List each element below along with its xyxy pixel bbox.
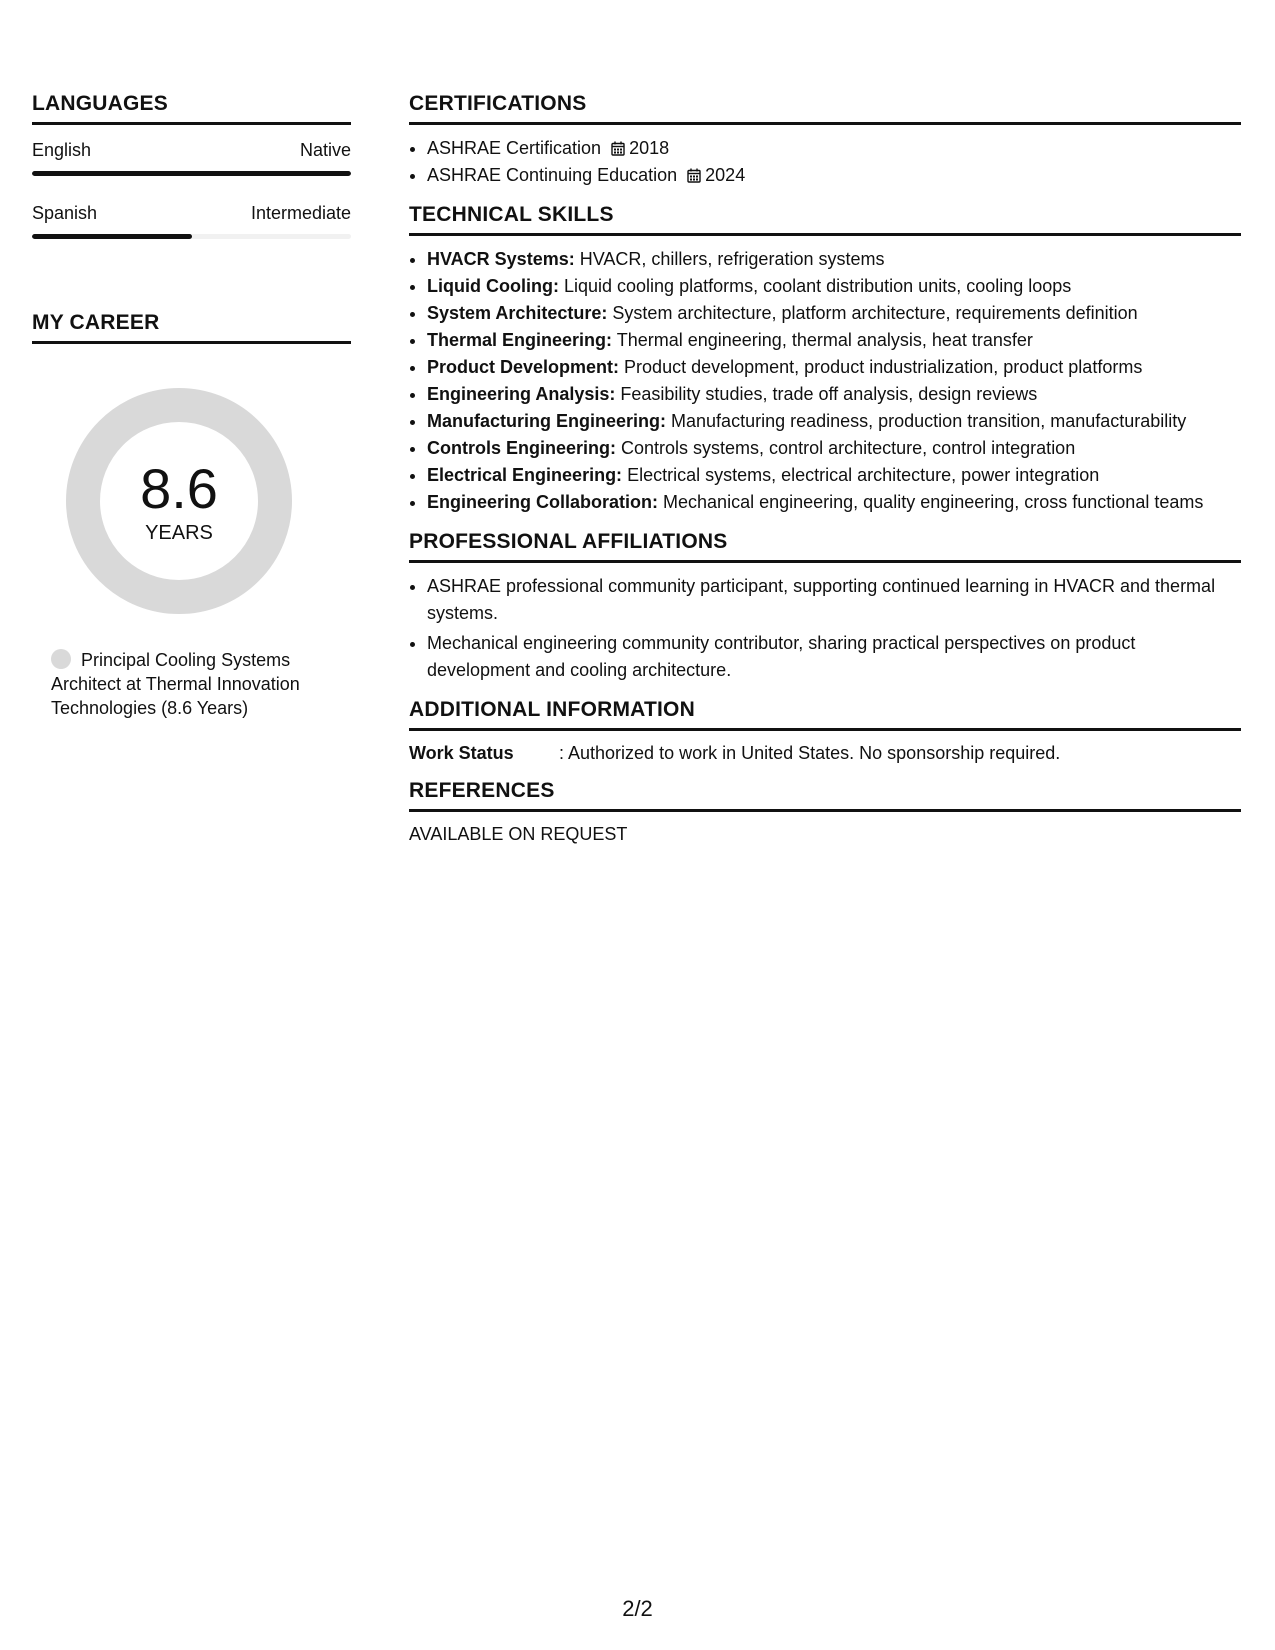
technical-skills-title: TECHNICAL SKILLS (409, 203, 1241, 236)
certification-date (611, 138, 669, 158)
skill-value: HVACR, chillers, refrigeration systems (579, 249, 885, 269)
skill-label: System Architecture: (427, 303, 608, 323)
career-total-unit: YEARS (145, 522, 213, 544)
list-item (427, 381, 1241, 408)
certifications-section (409, 92, 1241, 189)
language-level: Intermediate (250, 203, 351, 223)
language-spanish (32, 202, 351, 239)
list-item (427, 408, 1241, 435)
skill-label: Product Development: (427, 357, 620, 377)
language-proficiency-fill (32, 234, 192, 239)
skill-label: Engineering Analysis: (427, 384, 616, 404)
language-proficiency-fill (32, 171, 351, 176)
list-item (427, 300, 1241, 327)
certification-year: 2024 (705, 165, 746, 185)
work-status-label: Work Status (409, 743, 514, 763)
page-number: 2/2 (622, 1596, 653, 1621)
certification-name: ASHRAE Certification (427, 138, 602, 158)
language-proficiency-bar (32, 171, 351, 176)
language-proficiency-bar (32, 234, 351, 239)
list-item (427, 273, 1241, 300)
certification-date (687, 165, 745, 185)
list-item (427, 354, 1241, 381)
additional-info-title: ADDITIONAL INFORMATION (409, 698, 1241, 731)
language-row (32, 202, 351, 224)
skill-value: Mechanical engineering, quality engineering, cross functional teams (663, 492, 1204, 512)
skill-label: Manufacturing Engineering: (427, 411, 667, 431)
skill-value: Thermal engineering, thermal analysis, heat transfer (616, 330, 1033, 350)
legend-dot (51, 649, 71, 669)
calendar-icon (687, 168, 701, 183)
affiliations-list (409, 573, 1241, 684)
affiliations-title: PROFESSIONAL AFFILIATIONS (409, 530, 1241, 563)
affiliations-section (409, 530, 1241, 684)
references-section (409, 779, 1241, 846)
languages-title: LANGUAGES (32, 92, 351, 125)
skill-label: HVACR Systems: (427, 249, 575, 269)
certification-year: 2018 (629, 138, 670, 158)
language-row (32, 139, 351, 161)
language-name: Spanish (32, 203, 98, 223)
list-item: • ASHRAE professional community participant, supporting continued learning in HVACR and thermal systems. (427, 573, 1241, 627)
references-text: AVAILABLE ON REQUEST (409, 824, 628, 844)
certification-name: ASHRAE Continuing Education (427, 165, 678, 185)
skill-value: Feasibility studies, trade off analysis, design reviews (620, 384, 1038, 404)
skill-label: Engineering Collaboration: (427, 492, 659, 512)
skill-label: Liquid Cooling: (427, 276, 559, 296)
skill-value: Electrical systems, electrical architecture, power integration (627, 465, 1100, 485)
additional-info-section (409, 698, 1241, 765)
career-donut-chart (66, 388, 292, 614)
certifications-list (409, 135, 1241, 189)
work-status-value: : Authorized to work in United States. No sponsorship required. (559, 743, 1061, 763)
left-column (32, 92, 351, 720)
skill-value: System architecture, platform architecture, requirements definition (612, 303, 1138, 323)
language-level: Native (299, 140, 351, 160)
skill-label: Electrical Engineering: (427, 465, 623, 485)
certifications-title: CERTIFICATIONS (409, 92, 1241, 125)
references-title: REFERENCES (409, 779, 1241, 812)
languages-section (32, 92, 351, 239)
list-item (427, 135, 1241, 162)
list-item (427, 462, 1241, 489)
skill-value: Liquid cooling platforms, coolant distribution units, cooling loops (563, 276, 1072, 296)
career-section (32, 311, 351, 720)
work-status-row (409, 741, 1241, 765)
list-item: • Mechanical engineering community contributor, sharing practical perspectives on product development and cooling architecture. (427, 630, 1241, 684)
list-item (427, 327, 1241, 354)
career-title: MY CAREER (32, 311, 351, 344)
career-total-value: 8.6 (140, 457, 218, 520)
language-english (32, 139, 351, 176)
technical-skills-list (409, 246, 1241, 516)
calendar-icon (611, 141, 625, 156)
technical-skills-section (409, 203, 1241, 516)
list-item (427, 162, 1241, 189)
career-legend (51, 648, 331, 720)
language-name: English (32, 140, 92, 160)
skill-value: Controls systems, control architecture, control integration (621, 438, 1076, 458)
skill-label: Controls Engineering: (427, 438, 616, 458)
right-column (409, 92, 1241, 846)
skill-label: Thermal Engineering: (427, 330, 613, 350)
skill-value: Manufacturing readiness, production transition, manufacturability (671, 411, 1187, 431)
list-item (427, 489, 1241, 516)
career-legend-label: Principal Cooling Systems Architect at Thermal Innovation Technologies (8.6 Years) (51, 650, 300, 718)
list-item (427, 435, 1241, 462)
list-item (427, 246, 1241, 273)
skill-value: Product development, product industrialization, product platforms (624, 357, 1143, 377)
